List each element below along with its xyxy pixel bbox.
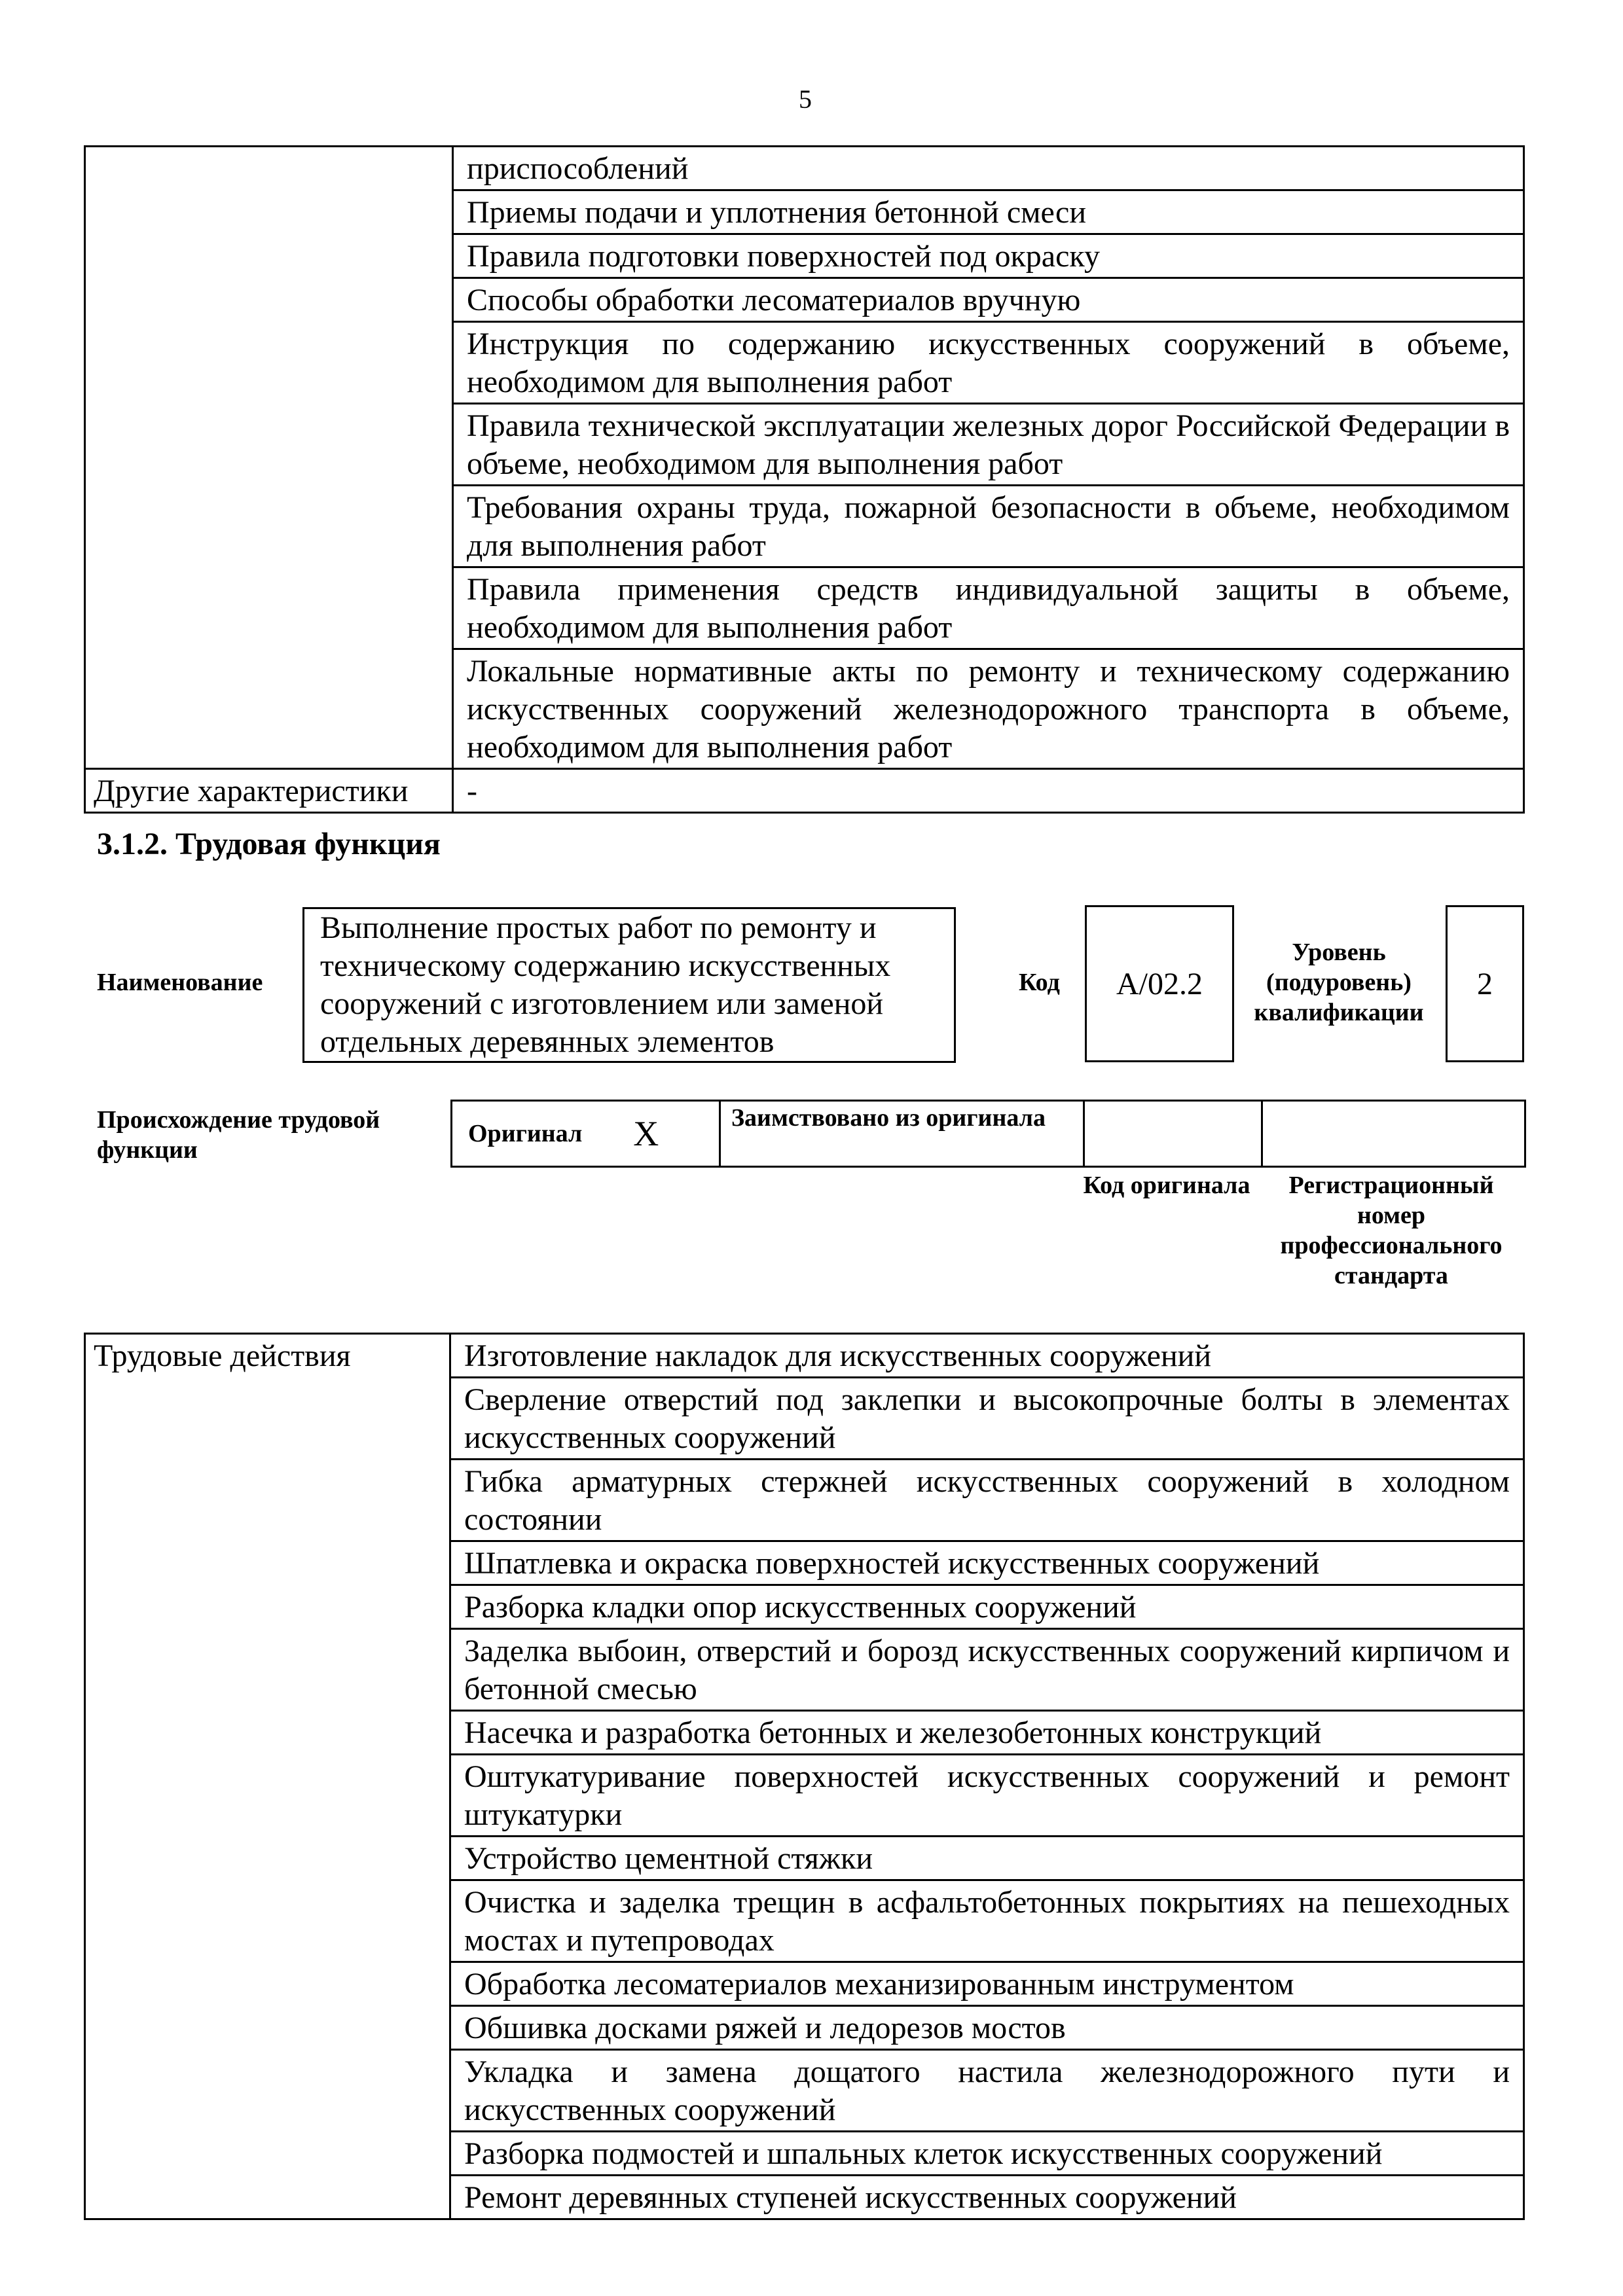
table-row: Ремонт деревянных ступеней искусственных сооружений xyxy=(450,2176,1524,2219)
other-characteristics-label: Другие характеристики xyxy=(85,769,453,813)
table-row: Заделка выбоин, отверстий и борозд искусственных сооружений кирпичом и бетонной смесью xyxy=(450,1629,1524,1711)
table-row: Насечка и разработка бетонных и железобетонных конструкций xyxy=(450,1711,1524,1755)
origin-label: Происхождение трудовой функции xyxy=(97,1106,380,1164)
name-label: Наименование xyxy=(97,969,263,996)
table-row: Инструкция по содержанию искусственных сооружений в объеме, необходимом для выполнения работ xyxy=(453,322,1524,404)
table-row: Сверление отверстий под заклепки и высокопрочные болты в элементах искусственных сооружений xyxy=(450,1378,1524,1460)
reg-number-cell xyxy=(1262,1101,1525,1167)
origin-table xyxy=(450,1100,1526,1168)
borrowed-label: Заимствовано из оригинала xyxy=(720,1101,1084,1167)
table-row: Очистка и заделка трещин в асфальтобетонных покрытиях на пешеходных мостах и путепроводах xyxy=(450,1880,1524,1962)
table-row: Укладка и замена дощатого настила железнодорожного пути и искусственных сооружений xyxy=(450,2050,1524,2132)
table-row: Шпатлевка и окраска поверхностей искусственных сооружений xyxy=(450,1541,1524,1585)
other-characteristics-value: - xyxy=(453,769,1524,813)
table-row: Обшивка досками ряжей и ледорезов мостов xyxy=(450,2006,1524,2050)
table-row: Приемы подачи и уплотнения бетонной смеси xyxy=(453,190,1524,234)
original-mark: X xyxy=(633,1114,659,1153)
original-cell xyxy=(452,1101,720,1167)
table-row: Локальные нормативные акты по ремонту и техническому содержанию искусственных сооружений железнодорожного транспорта в объеме, необходимом для выполнения работ xyxy=(453,649,1524,769)
table-row: Гибка арматурных стержней искусственных сооружений в холодном состоянии xyxy=(450,1460,1524,1541)
level-label: Уровень (подуровень) квалификации xyxy=(1254,939,1424,1026)
table-row: Изготовление накладок для искусственных сооружений xyxy=(450,1334,1524,1378)
table-row: Правила технической эксплуатации железных дорог Российской Федерации в объеме, необходимом для выполнения работ xyxy=(453,404,1524,486)
continued-requirements-table xyxy=(84,145,1525,814)
original-code-caption: Код оригинала xyxy=(1083,1172,1250,1199)
level-box: 2 xyxy=(1446,905,1524,1062)
table-row: Устройство цементной стяжки xyxy=(450,1837,1524,1880)
empty-left-cell xyxy=(85,147,453,769)
section-title: 3.1.2. Трудовая функция xyxy=(97,827,441,861)
table-row: Правила подготовки поверхностей под окраску xyxy=(453,234,1524,278)
table-row: приспособлений xyxy=(453,147,1524,190)
table-row: Разборка кладки опор искусственных сооружений xyxy=(450,1585,1524,1629)
code-label: Код xyxy=(1019,969,1060,996)
table-row: Правила применения средств индивидуальной защиты в объеме, необходимом для выполнения работ xyxy=(453,567,1524,649)
page-number: 5 xyxy=(799,84,812,114)
table-row: Способы обработки лесоматериалов вручную xyxy=(453,278,1524,322)
original-label: Оригинал xyxy=(468,1120,583,1147)
table-row: Обработка лесоматериалов механизированным инструментом xyxy=(450,1962,1524,2006)
table-row: Оштукатуривание поверхностей искусственных сооружений и ремонт штукатурки xyxy=(450,1755,1524,1837)
table-row: Требования охраны труда, пожарной безопасности в объеме, необходимом для выполнения работ xyxy=(453,486,1524,567)
table-row: Разборка подмостей и шпальных клеток искусственных сооружений xyxy=(450,2132,1524,2176)
reg-number-caption: Регистрационный номер профессионального стандарта xyxy=(1280,1172,1503,1289)
original-code-cell xyxy=(1084,1101,1262,1167)
labor-actions-label: Трудовые действия xyxy=(85,1334,450,2219)
labor-actions-table xyxy=(84,1333,1525,2220)
code-box: A/02.2 xyxy=(1085,905,1234,1062)
function-name-box: Выполнение простых работ по ремонту и техническому содержанию искусственных сооружений с изготовлением или заменой отдельных деревянных элементов xyxy=(302,907,956,1063)
